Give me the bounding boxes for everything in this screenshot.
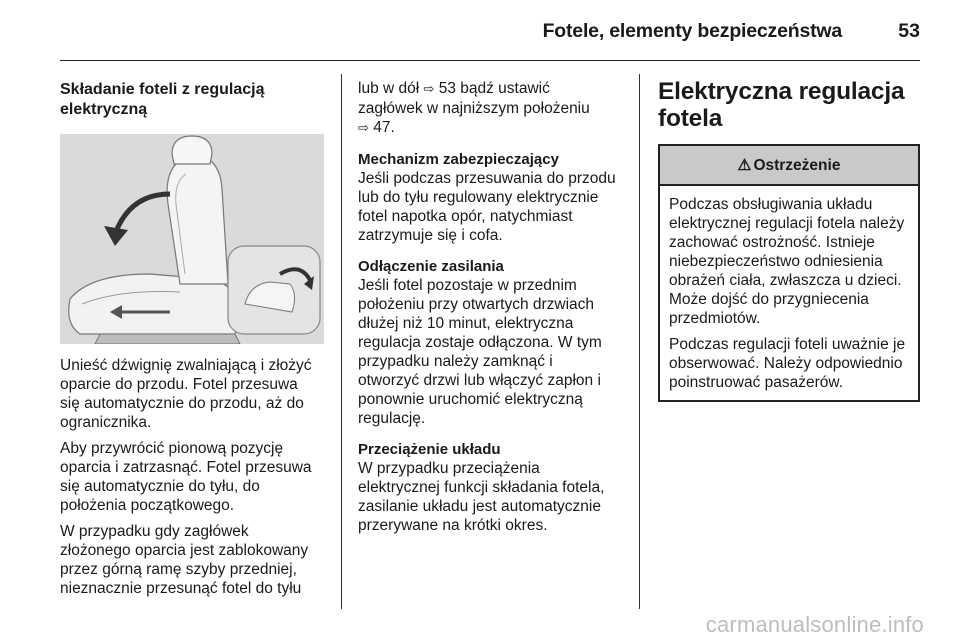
paragraph-mechanism: Jeśli podczas przesuwania do przodu lub do tyłu regulowany elektrycznie fotel napotka opór, natychmiast zatrzymuje się i cofa. [358, 170, 616, 244]
warning-triangle-icon: ⚠ [737, 156, 752, 174]
warning-box [658, 144, 920, 402]
subheading-power: Odłączenie zasilania [358, 258, 504, 275]
paragraph-fold: Unieść dźwignię zwalniającą i złożyć oparcie do przodu. Fotel przesuwa się automatycznie do przodu, aż do ogranicznika. [60, 357, 312, 431]
paragraph-power: Jeśli fotel pozostaje w przednim położeniu przy otwartych drzwiach dłużej niż 10 minut, elektryczna regulacja zostaje odłączona. W tym przypadku należy zamknąć i otworzyć drzwi lub włączyć zapłon i ponownie uruchomić elektryczną regulację. [358, 277, 602, 427]
paragraph-continuation: lub w dół ⇨ 53 bądź ustawić zagłówek w najniższym położeniu ⇨ 47. [358, 80, 590, 136]
warning-header [660, 146, 918, 186]
warning-title: Ostrzeżenie [753, 156, 841, 174]
page-reference-arrow-icon[interactable]: ⇨ [358, 121, 369, 136]
column-3 [658, 78, 920, 402]
watermark: carmanualsonline.info [705, 612, 924, 637]
column-divider-2 [639, 74, 640, 609]
section-heading-electric: Elektryczna regulacja fotela [658, 78, 905, 132]
paragraph-headrest: W przypadku gdy zagłówek złożonego oparcia jest zablokowany przez górną ramę szyby przedniej, nieznacznie przesunąć fotel do tyłu [60, 523, 309, 597]
subheading-overload: Przeciążenie układu [358, 441, 501, 458]
paragraph-restore: Aby przywrócić pionową pozycję oparcia i zatrzasnąć. Fotel przesuwa się automatycznie do tyłu, do położenia początkowego. [60, 440, 312, 514]
paragraph-overload: W przypadku przeciążenia elektrycznej funkcji składania fotela, zasilanie układu jest automatycznie przerywane na krótki okres. [358, 460, 605, 534]
column-2 [358, 79, 628, 535]
column-1 [60, 80, 326, 598]
warning-paragraph-1: Podczas obsługiwania układu elektrycznej regulacji fotela należy zachować ostrożność. Istnieje niebezpieczeństwo odniesienia obrażeń ciała, zwłaszcza u dzieci. Może dojść do przygniecenia przedmiotów. [669, 196, 905, 327]
seat-illustration-svg [60, 134, 324, 344]
column-divider-1 [341, 74, 342, 609]
section-heading: Składanie foteli z regulacją elektryczną [60, 81, 265, 118]
warning-body [660, 186, 918, 400]
page-header [60, 0, 920, 61]
subheading-mechanism: Mechanizm zabezpieczający [358, 151, 559, 168]
header-title: Fotele, elementy bezpieczeństwa [542, 20, 842, 42]
warning-paragraph-2: Podczas regulacji foteli uważnie je obserwować. Należy odpowiednio poinstruować pasażerów. [669, 336, 906, 391]
page-number: 53 [898, 20, 920, 42]
page-reference-arrow-icon[interactable]: ⇨ [423, 82, 435, 97]
seat-folding-illustration [60, 134, 324, 344]
